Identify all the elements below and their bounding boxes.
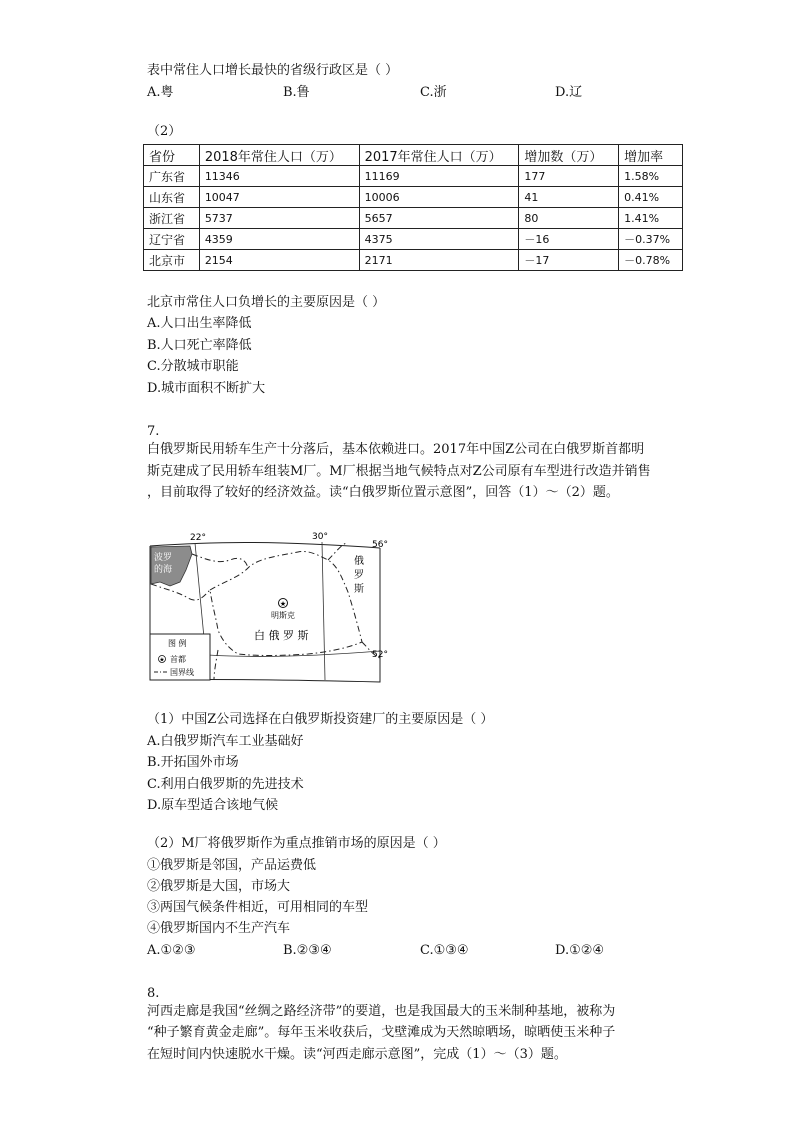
q6-2-option-d[interactable]: D.城市面积不断扩大 [147, 381, 266, 396]
table-cell: 1.58% [619, 166, 683, 187]
q7-passage-line: 白俄罗斯民用轿车生产十分落后，基本依赖进口。2017年中国Z公司在白俄罗斯首都明 [147, 442, 645, 457]
q7-2-statement: ③两国气候条件相近，可用相同的车型 [147, 900, 369, 915]
q6-1-stem: 表中常住人口增长最快的省级行政区是（ ） [147, 63, 399, 78]
table-row [144, 208, 683, 229]
q8-passage-line: 在短时间内快速脱水干燥。读“河西走廊示意图”，完成（1）～（3）题。 [147, 1047, 567, 1062]
table-cell: 4359 [199, 229, 359, 250]
table-cell: 10047 [199, 187, 359, 208]
legend-capital-icon [159, 656, 166, 664]
legend-capital-label: 首都 [170, 655, 186, 664]
table-header-cell: 省份 [144, 145, 200, 166]
q8-passage-line: “种子繁育黄金走廊”。每年玉米收获后，戈壁滩成为天然晾晒场，晾晒使玉米种子 [147, 1025, 616, 1040]
lon-label-30: 30° [312, 532, 328, 542]
legend-title: 图 例 [168, 639, 187, 648]
table-cell-province: 浙江省 [144, 208, 200, 229]
table-cell: 11346 [199, 166, 359, 187]
q8-passage-line: 河西走廊是我国“丝绸之路经济带”的要道，也是我国最大的玉米制种基地，被称为 [147, 1004, 616, 1019]
table-cell: 5737 [199, 208, 359, 229]
table-cell-province: 辽宁省 [144, 229, 200, 250]
table-header-cell: 增加率 [619, 145, 683, 166]
q6-1-option-d[interactable]: D.辽 [555, 85, 583, 100]
table-cell: －17 [519, 250, 619, 271]
q7-2-stem: （2）M厂将俄罗斯作为重点推销市场的原因是（ ） [147, 836, 446, 851]
table-row [144, 166, 683, 187]
table-cell-province: 广东省 [144, 166, 200, 187]
capital-marker-icon [279, 599, 288, 609]
russia-label: 俄 [354, 556, 364, 567]
table-cell: 11169 [359, 166, 519, 187]
q7-passage-line: 斯克建成了民用轿车组装M厂。M厂根据当地气候特点对Z公司原有车型进行改造并销售 [147, 464, 651, 479]
table-cell-province: 山东省 [144, 187, 200, 208]
table-row [144, 187, 683, 208]
table-row [144, 229, 683, 250]
table-cell: 41 [519, 187, 619, 208]
q6-2-stem: 北京市常住人口负增长的主要原因是（ ） [147, 295, 386, 310]
table-cell: －0.78% [619, 250, 683, 271]
sea-label: 波罗 [154, 553, 173, 563]
table-cell: 2171 [359, 250, 519, 271]
table-header-cell: 增加数（万） [519, 145, 619, 166]
q7-number: 7. [147, 424, 160, 439]
q7-2-statement: ④俄罗斯国内不生产汽车 [147, 921, 291, 936]
border-line [151, 584, 210, 600]
q7-2-statement: ①俄罗斯是邻国，产品运费低 [147, 858, 317, 873]
table-cell: 80 [519, 208, 619, 229]
q7-2-statement: ②俄罗斯是大国，市场大 [147, 879, 291, 894]
q8-number: 8. [147, 986, 160, 1001]
table-cell: 5657 [359, 208, 519, 229]
table-cell: 177 [519, 166, 619, 187]
parallel-52 [208, 651, 380, 656]
sea-label: 的海 [154, 565, 173, 575]
border-line [192, 554, 248, 568]
legend-border-label: 国界线 [170, 668, 194, 677]
q6-1-option-b[interactable]: B.鲁 [283, 85, 310, 100]
q6-1-option-a[interactable]: A.粤 [147, 85, 174, 100]
q6-2-option-a[interactable]: A.人口出生率降低 [147, 316, 252, 331]
table-header-cell: 2018年常住人口（万） [199, 145, 359, 166]
country-label: 白 俄 罗 斯 [254, 629, 309, 642]
q6-2-option-b[interactable]: B.人口死亡率降低 [147, 338, 252, 353]
q7-1-option-b[interactable]: B.开拓国外市场 [147, 755, 239, 770]
q7-1-stem: （1）中国Z公司选择在白俄罗斯投资建厂的主要原因是（ ） [147, 712, 494, 727]
lat-label-52: 52° [372, 650, 388, 660]
q7-1-option-a[interactable]: A.白俄罗斯汽车工业基础好 [147, 734, 304, 749]
q7-2-option-b[interactable]: B.②③④ [283, 943, 332, 958]
q6-2-label: （2） [147, 124, 182, 139]
belarus-location-map [148, 530, 388, 685]
q7-1-option-c[interactable]: C.利用白俄罗斯的先进技术 [147, 777, 304, 792]
table-cell: －0.37% [619, 229, 683, 250]
q7-2-option-d[interactable]: D.①②④ [555, 943, 605, 958]
table-header-cell: 2017年常住人口（万） [359, 145, 519, 166]
q7-2-option-c[interactable]: C.①③④ [420, 943, 469, 958]
table-row [144, 250, 683, 271]
svg-text:★: ★ [159, 656, 165, 664]
russia-label: 斯 [354, 584, 364, 595]
table-cell-province: 北京市 [144, 250, 200, 271]
table-cell: 10006 [359, 187, 519, 208]
table-cell: 4375 [359, 229, 519, 250]
q7-passage-line: ，目前取得了较好的经济效益。读“白俄罗斯位置示意图”，回答（1）～（2）题。 [147, 485, 619, 500]
population-table [143, 144, 683, 271]
lat-label-56: 56° [372, 540, 388, 550]
q6-2-option-c[interactable]: C.分散城市职能 [147, 359, 239, 374]
q7-2-option-a[interactable]: A.①②③ [147, 943, 196, 958]
lon-label-22: 22° [190, 533, 206, 543]
table-cell: 2154 [199, 250, 359, 271]
svg-text:★: ★ [279, 600, 287, 608]
capital-label: 明斯克 [271, 611, 295, 620]
table-cell: 1.41% [619, 208, 683, 229]
q7-1-option-d[interactable]: D.原车型适合该地气候 [147, 798, 279, 813]
table-cell: －16 [519, 229, 619, 250]
meridian-30 [322, 542, 325, 680]
table-cell: 0.41% [619, 187, 683, 208]
border-line [214, 650, 218, 680]
russia-label: 罗 [354, 570, 364, 581]
q6-1-option-c[interactable]: C.浙 [420, 85, 447, 100]
table-header-row [144, 145, 683, 166]
